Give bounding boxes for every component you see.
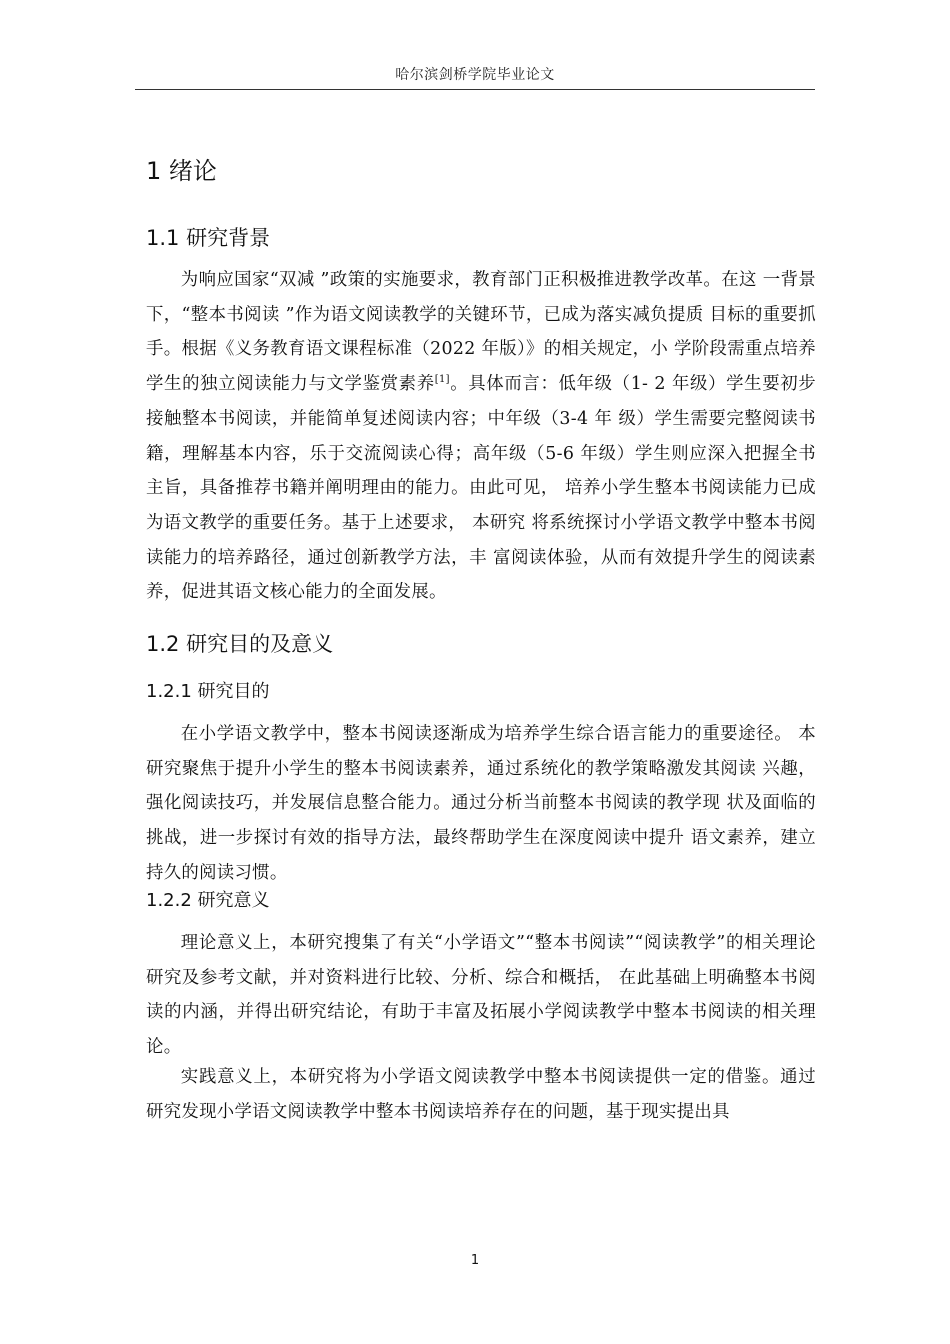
section-title-purpose-significance: 1.2 研究目的及意义 bbox=[146, 632, 334, 656]
chapter-title: 1 绪论 bbox=[146, 157, 217, 185]
paragraph-background-text-1: 为响应国家“双减 ”政策的实施要求，教育部门正积极推进教学改革。在这 一背景下，“整本书阅读 ”作为语文阅读教学的关键环节，已成为落实减负提质 目标的重要抓手。根据《义务教育语文课程标准（2022 年版）》的相关规定，小 学阶段需重点培养学生的独立阅读能力与文学鉴赏素养 bbox=[146, 270, 816, 395]
running-header: 哈尔滨剑桥学院毕业论文 bbox=[395, 67, 555, 83]
paragraph-background-text-2: 。具体而言：低年级（1- 2 年级）学生要初步接触整本书阅读，并能简单复述阅读内容；中年级（3-4 年 级）学生需要完整阅读书籍，理解基本内容，乐于交流阅读心得；高年级（5-6 年级）学生则应深入把握全书主旨，具备推荐书籍并阐明理由的能力。由此可见， 培养小学生整本书阅读能力已成为语文教学的重要任务。基于上述要求， 本研究 将系统探讨小学语文教学中整本书阅读能力的培养路径，通过创新教学方法，丰 富阅读体验，从而有效提升学生的阅读素养，促进其语文核心能力的全面发展。 bbox=[146, 374, 816, 603]
paragraph-theory-significance: 理论意义上，本研究搜集了有关“小学语文”“整本书阅读”“阅读教学”的相关理论研究及参考文献，并对资料进行比较、分析、综合和概括， 在此基础上明确整本书阅读的内涵，并得出研究结论，有助于丰富及拓展小学阅读教学中整本书阅读的相关理论。 bbox=[146, 933, 816, 1058]
paragraph-purpose: 在小学语文教学中，整本书阅读逐渐成为培养学生综合语言能力的重要途径。 本研究聚焦于提升小学生的整本书阅读素养，通过系统化的教学策略激发其阅读 兴趣，强化阅读技巧，并发展信息整合能力。通过分析当前整本书阅读的教学现 状及面临的挑战，进一步探讨有效的指导方法，最终帮助学生在深度阅读中提升 语文素养，建立持久的阅读习惯。 bbox=[146, 724, 816, 883]
header-divider bbox=[135, 89, 815, 90]
paragraph-background bbox=[146, 263, 816, 610]
paragraph-practice-significance: 实践意义上，本研究将为小学语文阅读教学中整本书阅读提供一定的借鉴。通过研究发现小学语文阅读教学中整本书阅读培养存在的问题，基于现实提出具 bbox=[146, 1067, 816, 1122]
citation-marker: [1] bbox=[434, 374, 450, 386]
page-number: 1 bbox=[470, 1253, 480, 1268]
subsection-title-significance: 1.2.2 研究意义 bbox=[146, 890, 270, 911]
section-title-background: 1.1 研究背景 bbox=[146, 226, 271, 250]
subsection-title-purpose: 1.2.1 研究目的 bbox=[146, 681, 270, 702]
